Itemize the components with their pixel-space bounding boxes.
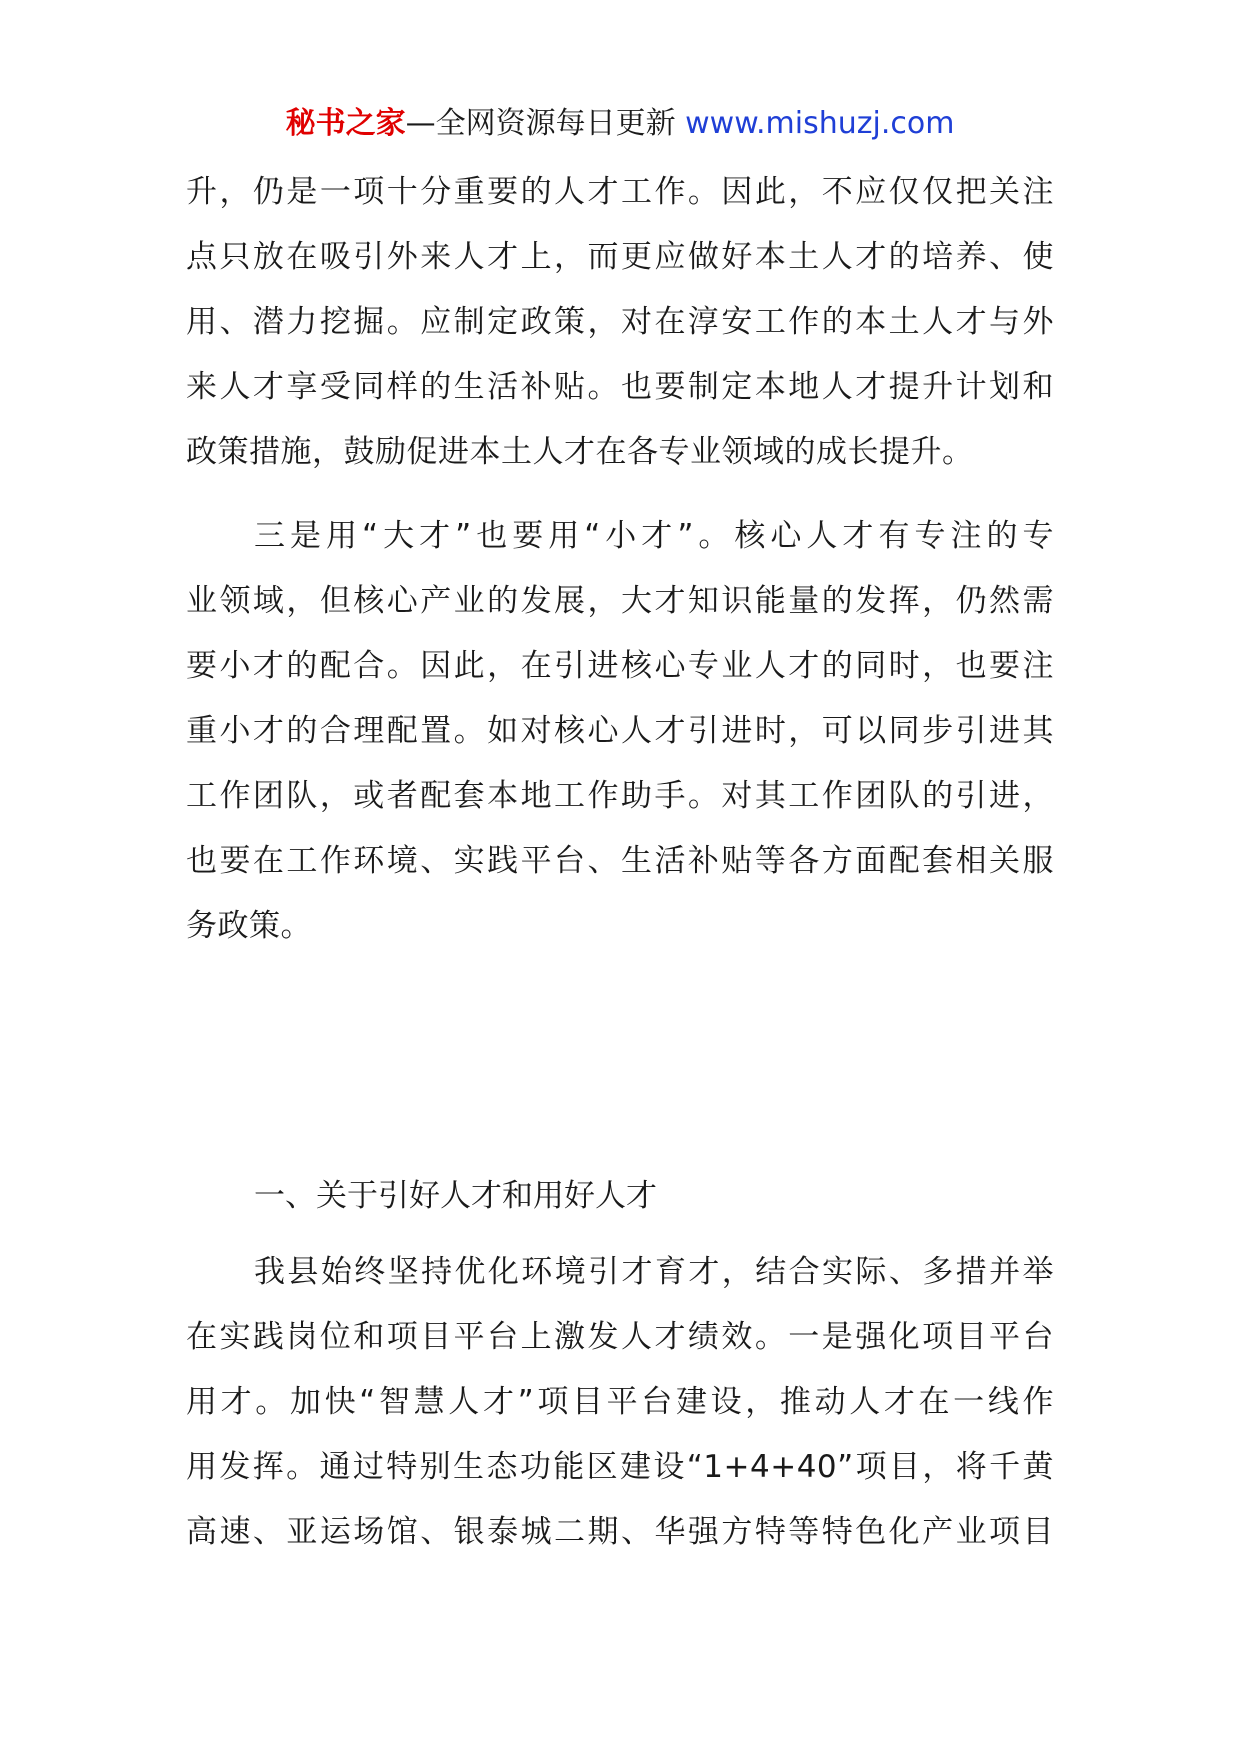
text-line: 在实践岗位和项目平台上激发人才绩效。一是强化项目平台 bbox=[186, 1319, 1054, 1355]
text-line: 重小才的合理配置。如对核心人才引进时，可以同步引进其 bbox=[186, 713, 1054, 749]
text-line: 升，仍是一项十分重要的人才工作。因此，不应仅仅把关注 bbox=[186, 174, 1054, 210]
paragraph-big-and-small-talent bbox=[186, 504, 1054, 959]
text-line: 用才。加快“智慧人才”项目平台建设，推动人才在一线作 bbox=[186, 1384, 1054, 1420]
text-line: 我县始终坚持优化环境引才育才，结合实际、多措并举 bbox=[254, 1254, 1054, 1290]
text-line: 用、潜力挖掘。应制定政策，对在淳安工作的本土人才与外 bbox=[186, 304, 1054, 340]
text-line: 政策措施，鼓励促进本土人才在各专业领域的成长提升。 bbox=[186, 434, 974, 470]
site-tagline: —全网资源每日更新 bbox=[405, 106, 676, 141]
text-line: 来人才享受同样的生活补贴。也要制定本地人才提升计划和 bbox=[186, 369, 1054, 405]
text-line: 业领域，但核心产业的发展，大才知识能量的发挥，仍然需 bbox=[186, 583, 1054, 619]
site-header bbox=[0, 104, 1240, 144]
text-line: 高速、亚运场馆、银泰城二期、华强方特等特色化产业项目 bbox=[186, 1514, 1054, 1550]
text-line: 要小才的配合。因此，在引进核心专业人才的同时，也要注 bbox=[186, 648, 1054, 684]
paragraph-local-talent bbox=[186, 160, 1054, 485]
text-line: 用发挥。通过特别生态功能区建设“1+4+40”项目，将千黄 bbox=[186, 1449, 1054, 1485]
paragraph-attract-and-use-talent bbox=[186, 1240, 1054, 1565]
text-line: 点只放在吸引外来人才上，而更应做好本土人才的培养、使 bbox=[186, 239, 1054, 275]
text-line: 工作团队，或者配套本地工作助手。对其工作团队的引进， bbox=[186, 778, 1054, 814]
site-brand: 秘书之家 bbox=[285, 106, 406, 141]
site-url-link[interactable]: www.mishuzj.com bbox=[685, 106, 955, 141]
text-line: 务政策。 bbox=[186, 908, 312, 944]
text-line: 三是用“大才”也要用“小才”。核心人才有专注的专 bbox=[254, 518, 1054, 554]
text-line: 也要在工作环境、实践平台、生活补贴等各方面配套相关服 bbox=[186, 843, 1054, 879]
section-heading: 一、关于引好人才和用好人才 bbox=[254, 1178, 657, 1214]
